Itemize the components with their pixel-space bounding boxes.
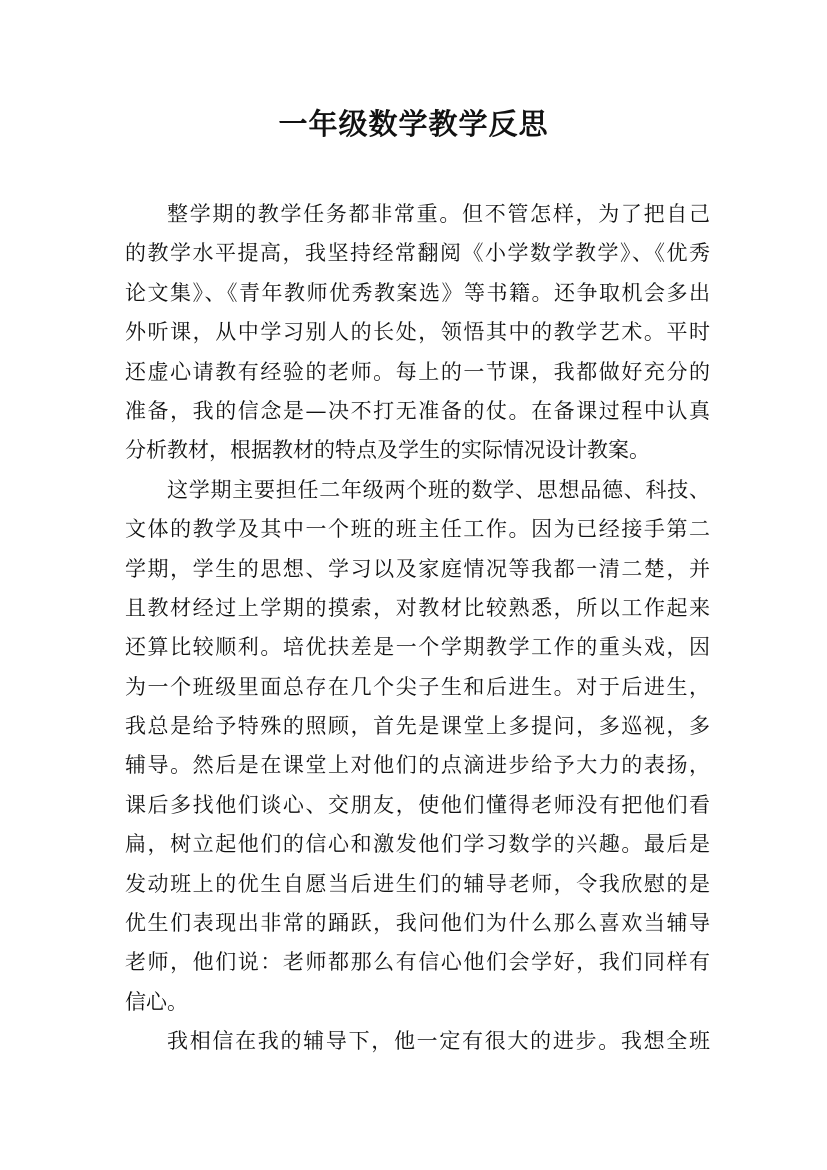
body-line: 整学期的教学任务都非常重。但不管怎样，为了把自己: [167, 202, 710, 226]
body-line: 文体的教学及其中一个班的班主任工作。因为已经接手第二: [125, 517, 710, 542]
body-line: 发动班上的优生自愿当后进生们的辅导老师，令我欣慰的是: [125, 871, 710, 896]
body-line: 论文集》、《青年教师优秀教案选》等书籍。还争取机会多出: [125, 280, 710, 305]
body-line: 优生们表现出非常的踊跃，我问他们为什么那么喜欢当辅导: [125, 911, 710, 936]
body-line: 这学期主要担任二年级两个班的数学、思想品德、科技、: [167, 477, 710, 502]
body-line: 信心。: [125, 989, 188, 1014]
body-line: 老师，他们说：老师都那么有信心他们会学好，我们同样有: [125, 950, 710, 975]
body-line: 扁，树立起他们的信心和激发他们学习数学的兴趣。最后是: [125, 832, 710, 857]
body-line: 课后多找他们谈心、交朋友，使他们懂得老师没有把他们看: [125, 792, 710, 817]
document-body: [125, 195, 710, 1062]
body-line: 为一个班级里面总存在几个尖子生和后进生。对于后进生，: [125, 674, 710, 699]
body-line: 我总是给予特殊的照顾，首先是课堂上多提问，多巡视，多: [125, 714, 710, 739]
body-line: 且教材经过上学期的摸索，对教材比较熟悉，所以工作起来: [125, 595, 710, 620]
body-line: 还虚心请教有经验的老师。每上的一节课，我都做好充分的: [125, 359, 710, 384]
body-line: 准备，我的信念是—决不打无准备的仗。在备课过程中认真: [125, 398, 710, 423]
body-line: 辅导。然后是在课堂上对他们的点滴进步给予大力的表扬，: [125, 753, 710, 778]
body-line: 还算比较顺利。培优扶差是一个学期教学工作的重头戏，因: [125, 635, 710, 660]
body-line: 分析教材，根据教材的特点及学生的实际情况设计教案。: [125, 438, 650, 463]
body-line: 我相信在我的辅导下，他一定有很大的进步。我想全班: [167, 1029, 710, 1054]
body-line: 的教学水平提高，我坚持经常翻阅《小学数学教学》、《优秀: [125, 241, 710, 266]
body-line: 外听课，从中学习别人的长处，领悟其中的教学艺术。平时: [125, 320, 710, 345]
body-line: 学期，学生的思想、学习以及家庭情况等我都一清二楚，并: [125, 556, 710, 581]
document-title: 一年级数学教学反思: [278, 107, 549, 141]
